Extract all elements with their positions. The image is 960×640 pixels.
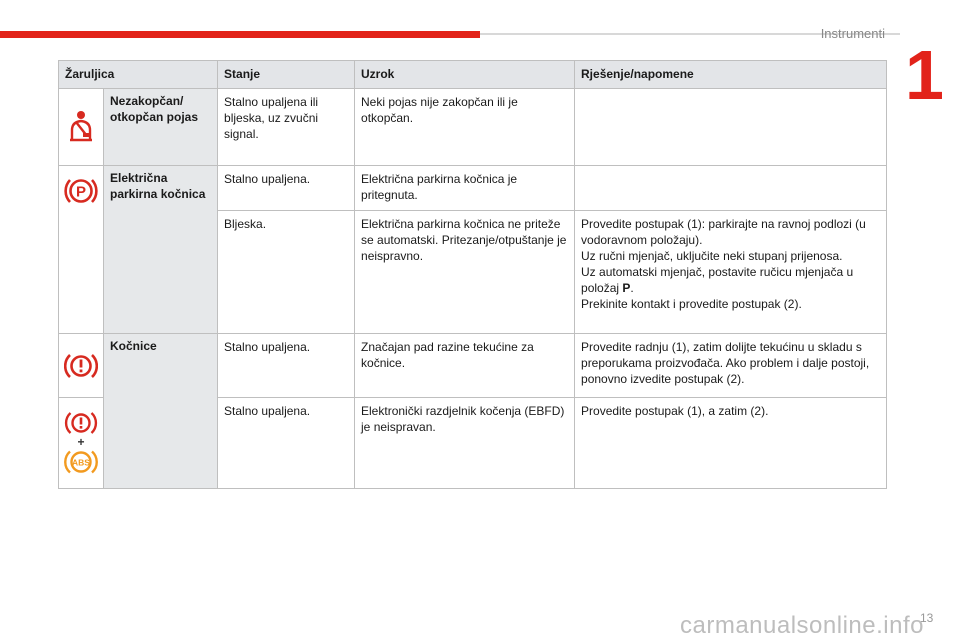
cause-cell: Električna parkirna kočnica je pritegnuta. (355, 166, 575, 211)
parking-brake-icon-cell (59, 166, 104, 334)
table-row (59, 334, 887, 398)
table-row (59, 166, 887, 211)
table-row (59, 89, 887, 166)
solution-line: Uz ručni mjenjač, uključite neki stupanj prijenosa. (581, 249, 843, 263)
state-cell: Stalno upaljena. (218, 334, 355, 398)
solution-line-end: . (630, 281, 634, 295)
solution-cell: Provedite radnju (1), zatim dolijte tekućinu u skladu s preporukama proizvođača. Ako problem i dalje postoji, ponovno izvedite postupak (2). (575, 334, 887, 398)
page-number: 13 (920, 611, 934, 625)
brake-icon-cell (59, 334, 104, 398)
svg-text:ABS: ABS (72, 457, 90, 468)
svg-text:P: P (75, 183, 87, 201)
lamp-name: Nezakopčan/ otkopčan pojas (104, 89, 218, 166)
warning-lights-table (58, 60, 887, 489)
lamp-name: Kočnice (104, 334, 218, 489)
column-header-state: Stanje (218, 61, 355, 89)
lamp-name: Električna parkirna kočnica (104, 166, 218, 334)
solution-cell (575, 166, 887, 211)
chapter-number: 1 (905, 36, 944, 114)
seatbelt-icon-cell (59, 89, 104, 166)
state-cell: Stalno upaljena. (218, 398, 355, 489)
cause-cell: Električna parkirna kočnica ne priteže se automatski. Pritezanje/otpuštanje je neispravno. (355, 211, 575, 334)
column-header-lamp: Žaruljica (59, 61, 218, 89)
solution-cell (575, 89, 887, 166)
brake-warning-icon (64, 351, 98, 381)
state-cell: Stalno upaljena. (218, 166, 355, 211)
plus-sign: + (77, 435, 85, 449)
parking-brake-icon (64, 174, 98, 208)
cause-cell: Značajan pad razine tekućine za kočnice. (355, 334, 575, 398)
gear-position-p: P (622, 281, 631, 295)
solution-cell (575, 211, 887, 334)
state-cell: Stalno upaljena ili bljeska, uz zvučni signal. (218, 89, 355, 166)
solution-line: Provedite postupak (1): parkirajte na ravnoj podlozi (u vodoravnom položaju). (581, 217, 866, 247)
solution-line: Uz automatski mjenjač, postavite ručicu mjenjača u položaj (581, 265, 854, 295)
column-header-cause: Uzrok (355, 61, 575, 89)
brake-warning-icon (64, 410, 98, 436)
solution-line: Prekinite kontakt i provedite postupak (2). (581, 297, 802, 311)
solution-cell: Provedite postupak (1), a zatim (2). (575, 398, 887, 489)
seatbelt-warning-icon (67, 110, 95, 144)
header-accent-bar (0, 31, 480, 38)
watermark: carmanualsonline.info (680, 612, 924, 639)
column-header-solution: Rješenje/napomene (575, 61, 887, 89)
table-header-row (59, 61, 887, 89)
brake-abs-icon-cell (59, 398, 104, 489)
section-title: Instrumenti (820, 26, 885, 41)
state-cell: Bljeska. (218, 211, 355, 334)
abs-warning-icon (64, 448, 98, 476)
cause-cell: Elektronički razdjelnik kočenja (EBFD) je neispravan. (355, 398, 575, 489)
cause-cell: Neki pojas nije zakopčan ili je otkopčan. (355, 89, 575, 166)
